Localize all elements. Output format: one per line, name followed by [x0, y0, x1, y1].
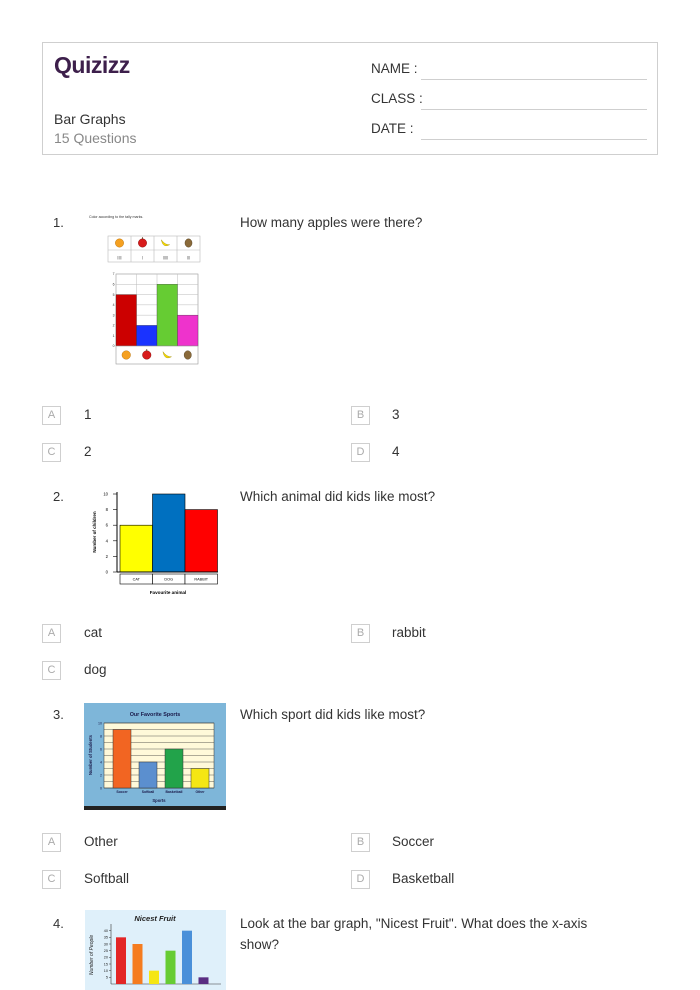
chart-title: Our Favorite Sports: [129, 712, 181, 718]
nicest-fruit-chart: [85, 910, 226, 990]
option-b-text[interactable]: 3: [392, 407, 400, 422]
y-tick-label: 4: [105, 538, 108, 544]
kiwi-icon: [185, 239, 192, 247]
class-label: CLASS :: [371, 91, 423, 106]
option-c-marker[interactable]: C: [42, 870, 61, 889]
y-tick-label: 8: [100, 734, 102, 739]
y-tick-label: 7: [112, 272, 115, 277]
y-tick-label: 2: [112, 323, 115, 328]
question-text: Which sport did kids like most?: [240, 707, 426, 722]
bar: [139, 762, 157, 788]
y-tick-label: 6: [100, 747, 102, 752]
y-tick-label: 0: [112, 344, 115, 349]
bar: [165, 749, 183, 788]
x-tick-label: Soccer: [116, 790, 128, 794]
question-text: Look at the bar graph, "Nicest Fruit". What does the x-axis show?: [240, 916, 588, 952]
y-axis-label: Number of children: [92, 511, 97, 553]
y-tick-label: 6: [112, 282, 115, 287]
y-tick-label: 5: [112, 292, 115, 297]
y-tick-label: 40: [103, 928, 108, 933]
name-label: NAME :: [371, 61, 418, 76]
favourite-animal-chart: [86, 486, 226, 598]
fruit-tally-chart: [86, 210, 206, 370]
bar: [182, 931, 192, 984]
kiwi-icon: [184, 351, 191, 360]
y-tick-label: 2: [100, 773, 102, 778]
option-c-text[interactable]: Softball: [84, 871, 130, 886]
chart-title: Nicest Fruit: [134, 914, 176, 923]
y-axis-label: Number of People: [89, 934, 95, 976]
y-tick-label: 8: [105, 507, 108, 513]
tally-mark: |: [141, 254, 144, 260]
question-number: 3.: [53, 707, 64, 722]
option-c-marker[interactable]: C: [42, 443, 61, 462]
y-tick-label: 4: [112, 303, 115, 308]
question-text: Which animal did kids like most?: [240, 489, 436, 504]
x-tick-label: DOG: [164, 577, 174, 582]
y-tick-label: 30: [103, 942, 108, 947]
orange-icon: [122, 351, 131, 360]
question-number: 1.: [53, 215, 64, 230]
bar: [157, 284, 178, 346]
orange-icon: [115, 239, 123, 247]
bar: [149, 971, 159, 984]
x-tick-label: CAT: [132, 577, 140, 582]
bar: [166, 951, 176, 984]
bar: [199, 977, 209, 984]
question-count: 15 Questions: [54, 130, 137, 146]
option-b-marker[interactable]: B: [351, 833, 370, 852]
option-a-text[interactable]: cat: [84, 625, 103, 640]
option-a-marker[interactable]: A: [42, 833, 61, 852]
quizizz-logo: Quizizz: [54, 52, 130, 78]
bar: [178, 315, 199, 346]
bar: [113, 730, 131, 789]
bar: [137, 325, 158, 346]
class-line: [421, 109, 647, 110]
question-text: How many apples were there?: [240, 215, 423, 230]
date-line: [421, 139, 647, 140]
favorite-sports-chart: [84, 703, 226, 810]
y-tick-label: 10: [103, 968, 108, 973]
y-tick-label: 10: [98, 721, 102, 726]
option-d-text[interactable]: Basketball: [392, 871, 455, 886]
option-c-marker[interactable]: C: [42, 661, 61, 680]
option-d-marker[interactable]: D: [351, 443, 370, 462]
option-b-text[interactable]: rabbit: [392, 625, 426, 640]
bar: [116, 295, 137, 346]
option-b-marker[interactable]: B: [351, 406, 370, 425]
x-axis-label: Sports: [152, 798, 166, 803]
y-axis-label: Number of Students: [88, 734, 93, 776]
worksheet-header: [42, 42, 658, 155]
x-axis-label: Favourite animal: [149, 590, 187, 595]
bar: [153, 494, 186, 572]
worksheet-title: Bar Graphs: [54, 111, 126, 127]
y-tick-label: 1: [112, 333, 115, 338]
question-number: 4.: [53, 916, 64, 931]
x-tick-label: RABBIT: [194, 577, 209, 582]
tally-mark: |||||: [162, 254, 169, 260]
y-tick-label: 25: [103, 948, 108, 953]
option-b-text[interactable]: Soccer: [392, 834, 435, 849]
date-label: DATE :: [371, 121, 414, 136]
tally-mark: ||||: [117, 254, 122, 260]
option-a-text[interactable]: Other: [84, 834, 118, 849]
tally-mark: |||: [186, 254, 191, 260]
option-c-text[interactable]: 2: [84, 444, 92, 459]
bar: [191, 769, 209, 789]
option-a-text[interactable]: 1: [84, 407, 92, 422]
y-tick-label: 5: [105, 975, 108, 980]
bar: [185, 510, 218, 572]
option-b-marker[interactable]: B: [351, 624, 370, 643]
question-number: 2.: [53, 489, 64, 504]
y-tick-label: 35: [103, 935, 108, 940]
x-tick-label: Softball: [141, 790, 155, 794]
option-d-marker[interactable]: D: [351, 870, 370, 889]
y-tick-label: 15: [103, 962, 108, 967]
y-tick-label: 20: [103, 955, 108, 960]
option-a-marker[interactable]: A: [42, 406, 61, 425]
y-tick-label: 4: [100, 760, 102, 765]
option-c-text[interactable]: dog: [84, 662, 107, 677]
bar: [133, 944, 143, 984]
y-tick-label: 0: [105, 569, 108, 575]
y-tick-label: 0: [100, 786, 102, 791]
y-tick-label: 10: [103, 491, 108, 497]
option-a-marker[interactable]: A: [42, 624, 61, 643]
y-tick-label: 6: [105, 522, 108, 528]
bar: [120, 525, 153, 572]
name-line: [421, 79, 647, 80]
y-tick-label: 2: [105, 553, 108, 559]
option-d-text[interactable]: 4: [392, 444, 400, 459]
x-tick-label: Other: [195, 790, 205, 794]
bar: [116, 937, 126, 984]
chart-caption: Color according to the tally marks.: [89, 215, 144, 219]
x-tick-label: Basketball: [165, 790, 183, 794]
y-tick-label: 3: [112, 313, 115, 318]
